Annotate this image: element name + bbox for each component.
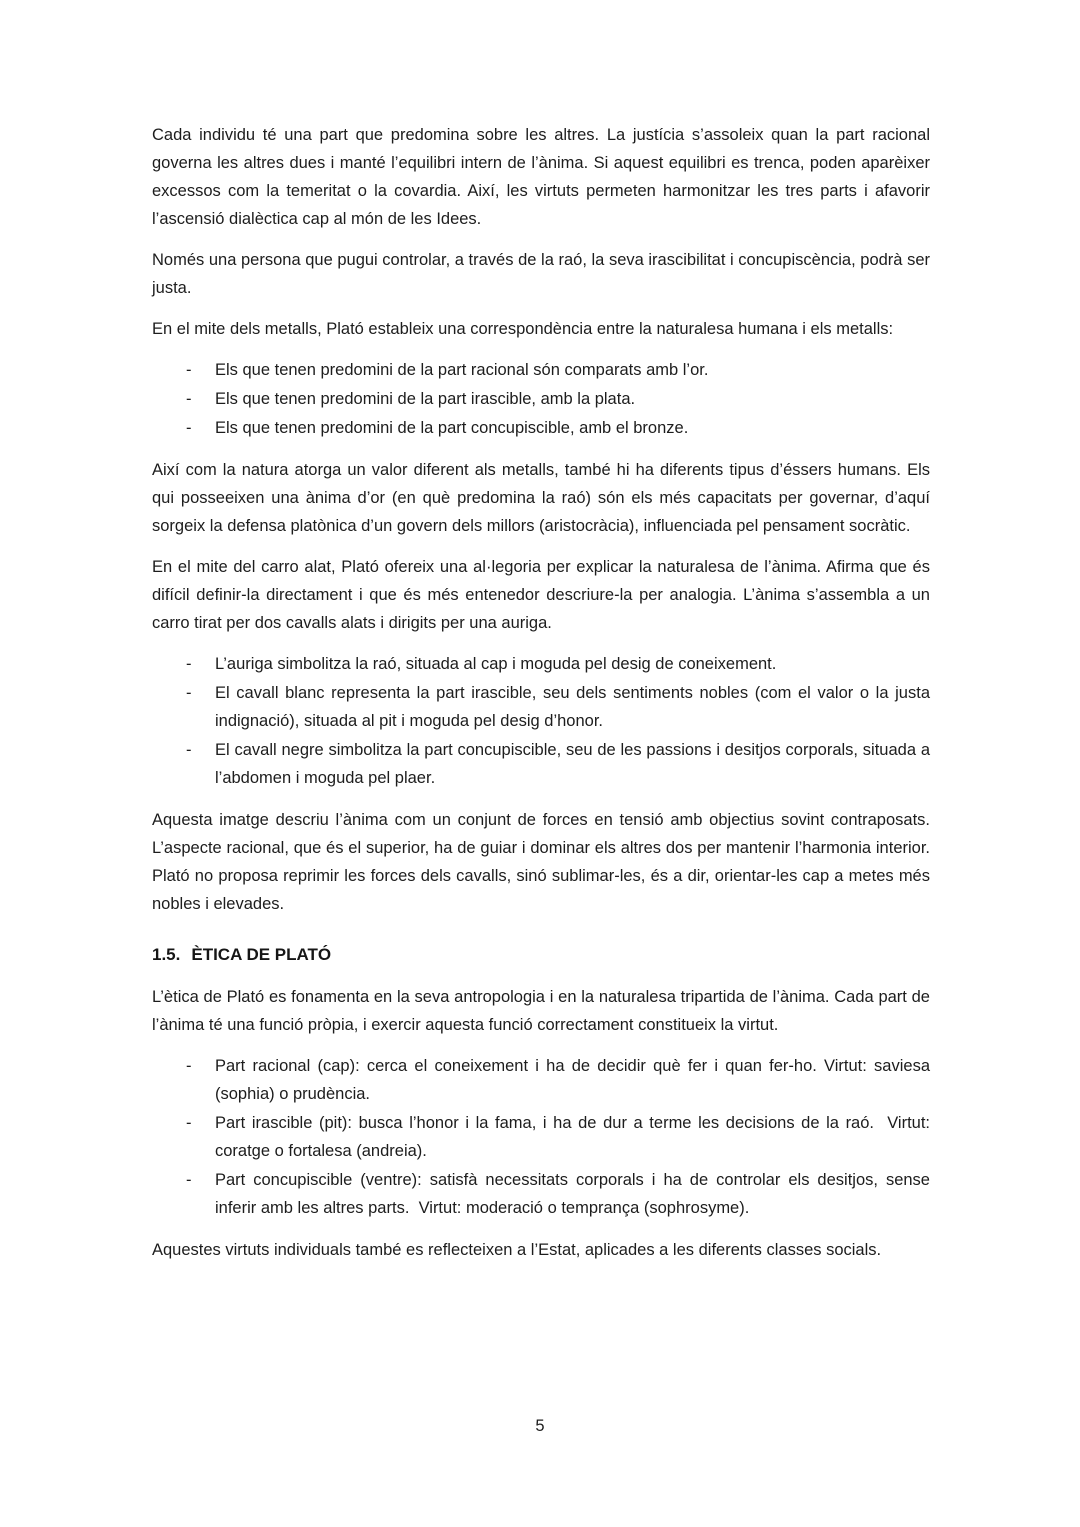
dash-bullet: - — [186, 1114, 192, 1132]
list-item — [152, 1052, 930, 1108]
dash-bullet: - — [186, 741, 192, 759]
list-item-text: Part irascible (pit): busca l’honor i la fama, i ha de dur a terme les decisions de la raó. Virtut: coratge o fortalesa (andreia). — [215, 1114, 930, 1160]
list-item-text: Part racional (cap): cerca el coneixement i ha de decidir què fer i quan fer-ho. Virtut: saviesa (sophia) o prudència. — [215, 1057, 930, 1103]
dash-bullet: - — [186, 655, 192, 673]
list-item — [152, 650, 930, 678]
list-item-text: El cavall negre simbolitza la part concupiscible, seu de les passions i desitjos corporals, situada a l’abdomen i moguda pel plaer. — [215, 741, 930, 787]
list-item-text: Part concupiscible (ventre): satisfà necessitats corporals i ha de controlar els desitjos, sense inferir amb les altres parts. Virtut: moderació o temprança (sophrosyme). — [215, 1171, 930, 1217]
list-item — [152, 356, 930, 384]
section-title: ÈTICA DE PLATÓ — [191, 945, 332, 964]
list-item-text: El cavall blanc representa la part irascible, seu dels sentiments nobles (com el valor o la justa indignació), situada al pit i moguda pel desig d’honor. — [215, 684, 930, 730]
paragraph-just-person: Només una persona que pugui controlar, a través de la raó, la seva irascibilitat i concupiscència, podrà ser justa. — [152, 251, 930, 297]
list-metals — [152, 356, 930, 442]
paragraph-justice: Cada individu té una part que predomina sobre les altres. La justícia s’assoleix quan la part racional governa les altres dues i manté l’equilibri intern de l’ànima. Si aquest equilibri es trenca, poden aparèixer excessos com la temeritat o la covardia. Així, les virtuts permeten harmonitzar les tres parts i afavorir l’ascensió dialèctica cap al món de les Idees. — [152, 126, 930, 228]
paragraph-soul-forces: Aquesta imatge descriu l’ànima com un conjunt de forces en tensió amb objectius sovint contraposats. L’aspecte racional, que és el superior, ha de guiar i dominar els altres dos per mantenir l’harmonia interior. Plató no proposa reprimir les forces dels cavalls, sinó sublimar-les, és a dir, orientar-les cap a metes més nobles i elevades. — [152, 811, 930, 913]
dash-bullet: - — [186, 684, 192, 702]
list-ethics-parts — [152, 1052, 930, 1222]
paragraph-metals-value: Així com la natura atorga un valor diferent als metalls, també hi ha diferents tipus d’éssers humans. Els qui posseeixen una ànima d’or (en què predomina la raó) són els més capacitats per governar, d’aquí sorgeix la defensa platònica d’un govern dels millors (aristocràcia), influenciada pel pensament socràtic. — [152, 461, 930, 535]
list-item — [152, 385, 930, 413]
dash-bullet: - — [186, 390, 192, 408]
list-item-text: L’auriga simbolitza la raó, situada al cap i moguda pel desig de coneixement. — [215, 655, 777, 673]
dash-bullet: - — [186, 1057, 192, 1075]
paragraph-myth-metals-intro: En el mite dels metalls, Plató estableix una correspondència entre la naturalesa humana i els metalls: — [152, 320, 894, 338]
dash-bullet: - — [186, 361, 192, 379]
list-chariot — [152, 650, 930, 792]
list-item — [152, 679, 930, 735]
list-item — [152, 736, 930, 792]
list-item — [152, 1109, 930, 1165]
list-item-text: Els que tenen predomini de la part concupiscible, amb el bronze. — [215, 419, 689, 437]
page-number: 5 — [535, 1417, 545, 1435]
list-item-text: Els que tenen predomini de la part irascible, amb la plata. — [215, 390, 636, 408]
list-item-text: Els que tenen predomini de la part racional són comparats amb l’or. — [215, 361, 709, 379]
paragraph-ethics-intro: L’ètica de Plató es fonamenta en la seva antropologia i en la naturalesa tripartida de l’ànima. Cada part de l’ànima té una funció pròpia, i exercir aquesta funció correctament constitueix la virtut. — [152, 988, 930, 1034]
dash-bullet: - — [186, 419, 192, 437]
dash-bullet: - — [186, 1171, 192, 1189]
section-heading-ethics — [152, 942, 930, 968]
list-item — [152, 1166, 930, 1222]
paragraph-chariot-intro: En el mite del carro alat, Plató ofereix una al·legoria per explicar la naturalesa de l’ànima. Afirma que és difícil definir-la directament i que és més entenedor descriure-la per analogia. L’ànima s’assembla a un carro tirat per dos cavalls alats i dirigits per una auriga. — [152, 558, 930, 632]
list-item — [152, 414, 930, 442]
document-content — [152, 121, 930, 1277]
paragraph-virtues-state: Aquestes virtuts individuals també es reflecteixen a l’Estat, aplicades a les diferents classes socials. — [152, 1241, 882, 1259]
section-number: 1.5. — [152, 945, 181, 964]
